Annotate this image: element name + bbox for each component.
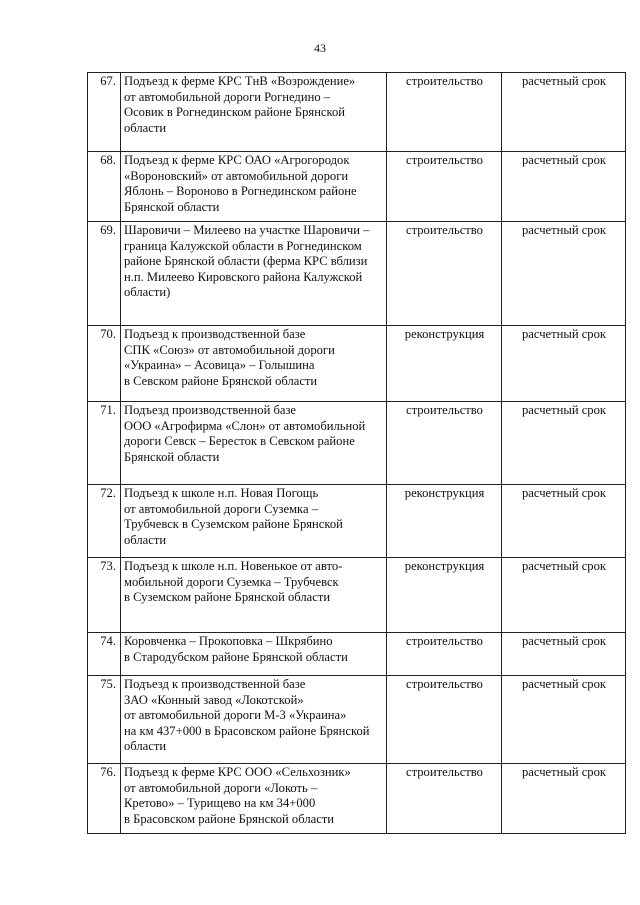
work-term: расчетный срок (502, 402, 626, 485)
work-type: реконструкция (387, 485, 502, 558)
work-term: расчетный срок (502, 73, 626, 152)
road-objects-table (87, 72, 626, 834)
object-name: Коровченка – Прокоповка – Шкрябино в Стародубском районе Брянской области (121, 633, 387, 676)
work-type: реконструкция (387, 558, 502, 633)
object-name: Подъезд к ферме КРС ТнВ «Возрождение» от автомобильной дороги Рогнедино – Осовик в Рогнединском районе Брянской области (121, 73, 387, 152)
work-type: строительство (387, 73, 502, 152)
work-term: расчетный срок (502, 326, 626, 402)
work-type: строительство (387, 152, 502, 222)
work-term: расчетный срок (502, 485, 626, 558)
work-term: расчетный срок (502, 764, 626, 834)
row-number: 70. (88, 326, 121, 402)
row-number: 67. (88, 73, 121, 152)
object-name: Подъезд к школе н.п. Новенькое от авто- мобильной дороги Суземка – Трубчевск в Суземском районе Брянской области (121, 558, 387, 633)
object-name: Подъезд к производственной базе СПК «Союз» от автомобильной дороги «Украина» – Асовица» – Голышина в Севском районе Брянской области (121, 326, 387, 402)
work-type: строительство (387, 633, 502, 676)
object-name: Подъезд к производственной базе ЗАО «Конный завод «Локотской» от автомобильной дороги М-3 «Украина» на км 437+000 в Брасовском районе Брянской области (121, 676, 387, 764)
work-type: реконструкция (387, 326, 502, 402)
object-name: Подъезд к ферме КРС ОАО «Агрогородок «Вороновский» от автомобильной дороги Яблонь – Вороново в Рогнединском районе Брянской области (121, 152, 387, 222)
table-row (88, 222, 626, 326)
row-number: 71. (88, 402, 121, 485)
work-term: расчетный срок (502, 558, 626, 633)
row-number: 72. (88, 485, 121, 558)
table-row (88, 633, 626, 676)
table-row (88, 152, 626, 222)
row-number: 73. (88, 558, 121, 633)
row-number: 69. (88, 222, 121, 326)
object-name: Подъезд производственной базе ООО «Агрофирма «Слон» от автомобильной дороги Севск – Бересток в Севском районе Брянской области (121, 402, 387, 485)
work-type: строительство (387, 676, 502, 764)
work-term: расчетный срок (502, 152, 626, 222)
table-row (88, 402, 626, 485)
page-number: 43 (314, 41, 326, 55)
table-row (88, 485, 626, 558)
work-term: расчетный срок (502, 633, 626, 676)
table-row (88, 676, 626, 764)
table-row (88, 764, 626, 834)
object-name: Шаровичи – Милеево на участке Шаровичи – граница Калужской области в Рогнединском районе Брянской области (ферма КРС вблизи н.п. Милеево Кировского района Калужской области) (121, 222, 387, 326)
object-name: Подъезд к ферме КРС ООО «Сельхозник» от автомобильной дороги «Локоть – Кретово» – Турищево на км 34+000 в Брасовском районе Брянской области (121, 764, 387, 834)
table-row (88, 73, 626, 152)
table-row (88, 558, 626, 633)
row-number: 74. (88, 633, 121, 676)
row-number: 75. (88, 676, 121, 764)
table-row (88, 326, 626, 402)
object-name: Подъезд к школе н.п. Новая Погощь от автомобильной дороги Суземка – Трубчевск в Суземском районе Брянской области (121, 485, 387, 558)
work-term: расчетный срок (502, 676, 626, 764)
work-term: расчетный срок (502, 222, 626, 326)
row-number: 76. (88, 764, 121, 834)
work-type: строительство (387, 402, 502, 485)
work-type: строительство (387, 222, 502, 326)
work-type: строительство (387, 764, 502, 834)
row-number: 68. (88, 152, 121, 222)
